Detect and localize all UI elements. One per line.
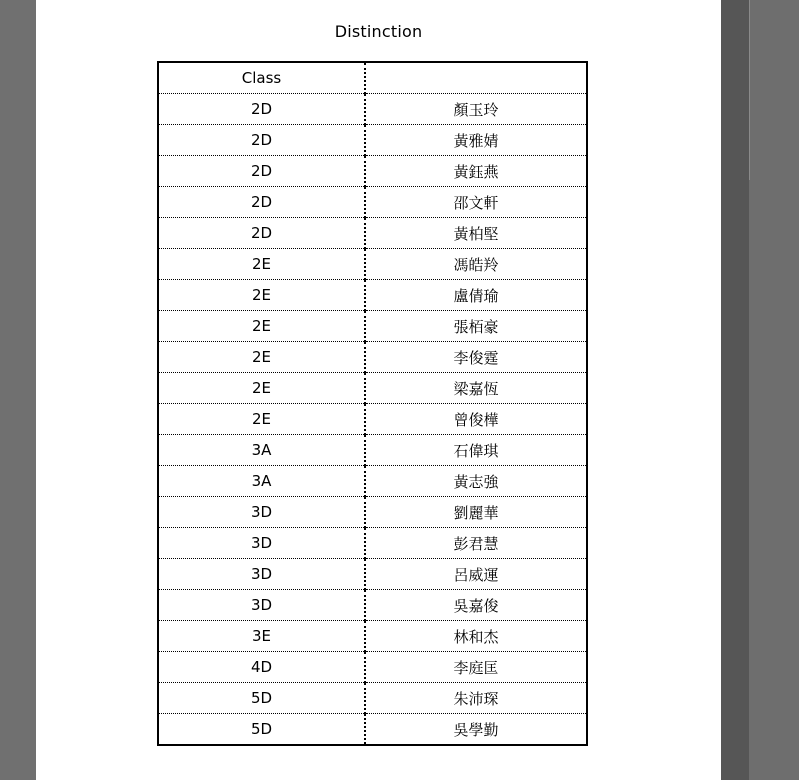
student-name-cell: 朱沛琛: [365, 683, 587, 714]
class-cell: 2E: [158, 404, 365, 435]
class-cell: 3D: [158, 559, 365, 590]
class-cell: 2D: [158, 94, 365, 125]
table-row: [158, 156, 587, 187]
class-column-header: Class: [158, 62, 365, 94]
student-name-cell: 黃鈺燕: [365, 156, 587, 187]
class-cell: 3A: [158, 466, 365, 497]
table-row: [158, 404, 587, 435]
table-row: [158, 683, 587, 714]
table-header-row: [158, 62, 587, 94]
table-body: [158, 94, 587, 746]
student-name-cell: 馮皓羚: [365, 249, 587, 280]
student-name-cell: 石偉琪: [365, 435, 587, 466]
table-row: [158, 373, 587, 404]
table-row: [158, 559, 587, 590]
table-row: [158, 435, 587, 466]
table-row: [158, 497, 587, 528]
class-cell: 2E: [158, 342, 365, 373]
class-cell: 2E: [158, 373, 365, 404]
table-row: [158, 714, 587, 746]
class-cell: 3D: [158, 497, 365, 528]
student-name-cell: 張栢豪: [365, 311, 587, 342]
student-name-cell: 顏玉玲: [365, 94, 587, 125]
table-row: [158, 342, 587, 373]
student-name-cell: 吳嘉俊: [365, 590, 587, 621]
student-name-cell: 黃雅婧: [365, 125, 587, 156]
distinction-table: [157, 61, 588, 746]
class-cell: 2D: [158, 218, 365, 249]
class-cell: 2E: [158, 249, 365, 280]
viewer-background-left: [0, 0, 36, 780]
student-name-cell: 曾俊樺: [365, 404, 587, 435]
class-cell: 3E: [158, 621, 365, 652]
scrollbar-track[interactable]: [749, 0, 750, 180]
student-name-cell: 李庭匡: [365, 652, 587, 683]
student-name-cell: 梁嘉恆: [365, 373, 587, 404]
student-name-cell: 邵文軒: [365, 187, 587, 218]
student-name-cell: 李俊霆: [365, 342, 587, 373]
class-cell: 2D: [158, 125, 365, 156]
class-cell: 2E: [158, 311, 365, 342]
table-row: [158, 218, 587, 249]
student-name-cell: 黃柏堅: [365, 218, 587, 249]
class-cell: 5D: [158, 683, 365, 714]
table-row: [158, 652, 587, 683]
class-cell: 3A: [158, 435, 365, 466]
table-row: [158, 621, 587, 652]
student-name-cell: 劉麗華: [365, 497, 587, 528]
viewer-background-right-edge: [721, 0, 749, 780]
viewer-background-right: [749, 0, 799, 780]
class-cell: 5D: [158, 714, 365, 746]
table-row: [158, 466, 587, 497]
table-row: [158, 94, 587, 125]
table-row: [158, 528, 587, 559]
document-title: Distinction: [334, 22, 423, 41]
class-cell: 3D: [158, 590, 365, 621]
student-name-cell: 黃志強: [365, 466, 587, 497]
table-row: [158, 311, 587, 342]
class-cell: 2E: [158, 280, 365, 311]
student-name-cell: 彭君慧: [365, 528, 587, 559]
student-name-cell: 林和杰: [365, 621, 587, 652]
class-cell: 2D: [158, 156, 365, 187]
class-cell: 3D: [158, 528, 365, 559]
table-row: [158, 280, 587, 311]
table-row: [158, 125, 587, 156]
student-name-cell: 盧倩瑜: [365, 280, 587, 311]
student-name-cell: 吳學勤: [453, 720, 499, 739]
table-row: [158, 249, 587, 280]
student-name-cell: 呂威運: [365, 559, 587, 590]
class-cell: 4D: [158, 652, 365, 683]
table-row: [158, 590, 587, 621]
name-column-header: [365, 62, 587, 94]
class-cell: 2D: [158, 187, 365, 218]
table-row: [158, 187, 587, 218]
